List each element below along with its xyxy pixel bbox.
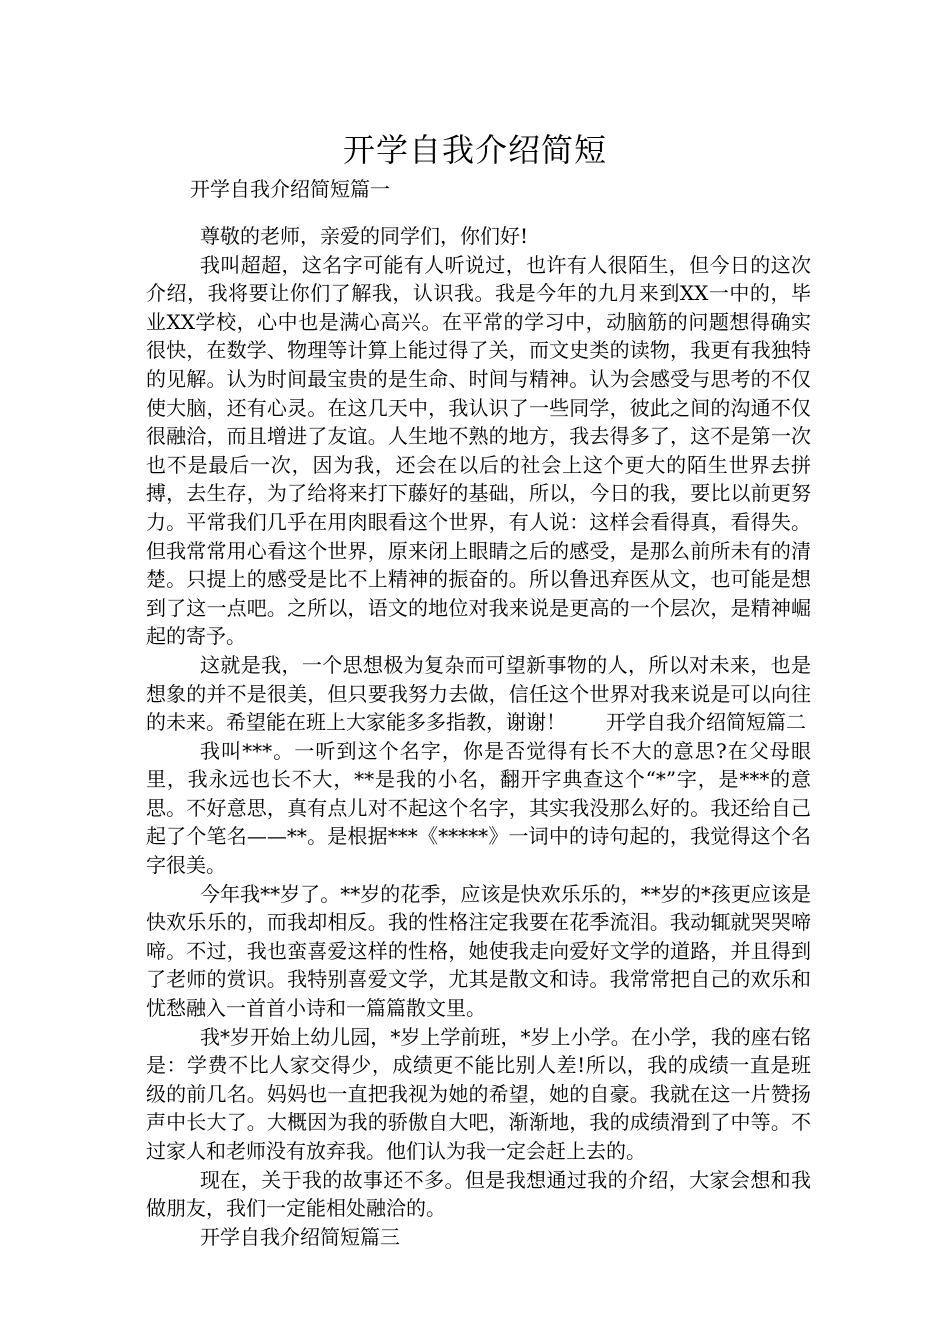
paragraph: 我叫***。一听到这个名字，你是否觉得有长不大的意思?在父母眼里，我永远也长不大，**是我的小名，翻开字典查这个“*”字，是***的意思。不好意思，真有点儿对不起这个名字，其实我没那么好的。我还给自己起了个笔名——**。是根据***《*****》一词中的诗句起的，我觉得这个名字很美。 bbox=[146, 738, 811, 878]
paragraph: 现在，关于我的故事还不多。但是我想通过我的介绍，大家会想和我做朋友，我们一定能相处融洽的。 bbox=[146, 1167, 811, 1221]
document-body bbox=[146, 222, 811, 1251]
paragraph: 这就是我，一个思想极为复杂而可望新事物的人，所以对未来，也是想象的并不是很美，但只要我努力去做，信任这个世界对我来说是可以向往的未来。希望能在班上大家能多多指教，谢谢！ 开学自我介绍简短篇二 bbox=[146, 652, 811, 735]
paragraph: 我*岁开始上幼儿园，*岁上学前班，*岁上小学。在小学，我的座右铭是：学费不比人家交得少，成绩更不能比别人差!所以，我的成绩一直是班级的前几名。妈妈也一直把我视为她的希望，她的自豪。我就在这一片赞扬声中长大了。大概因为我的骄傲自大吧，渐渐地，我的成绩滑到了中等。不过家人和老师没有放弃我。他们认为我一定会赶上去的。 bbox=[146, 1024, 811, 1163]
paragraph-greeting: 尊敬的老师，亲爱的同学们，你们好! bbox=[200, 224, 529, 248]
section-heading-3: 开学自我介绍简短篇三 bbox=[200, 1224, 400, 1249]
paragraph: 今年我**岁了。**岁的花季，应该是快欢乐乐的，**岁的*孩更应该是快欢乐乐的，而我却相反。我的性格注定我要在花季流泪。我动辄就哭哭啼啼。不过，我也蛮喜爱这样的性格，她使我走向爱好文学的道路，并且得到了老师的赏识。我特别喜爱文学，尤其是散文和诗。我常常把自己的欢乐和忧愁融入一首首小诗和一篇篇散文里。 bbox=[146, 881, 811, 1021]
section-heading-1: 开学自我介绍简短篇一 bbox=[190, 177, 390, 201]
paragraph: 我叫超超，这名字可能有人听说过，也许有人很陌生，但今日的这次介绍，我将要让你们了解我，认识我。我是今年的九月来到XX一中的，毕业XX学校，心中也是满心高兴。在平常的学习中，动脑筋的问题想得确实很快，在数学、物理等计算上能过得了关，而文史类的读物，我更有我独特的见解。认为时间最宝贵的是生命、时间与精神。认为会感受与思考的不仅使大脑，还有心灵。在这几天中，我认识了一些同学，彼此之间的沟通不仅很融洽，而且增进了友谊。人生地不熟的地方，我去得多了，这不是第一次也不是最后一次，因为我，还会在以后的社会上这个更大的陌生世界去拼搏，去生存，为了给将来打下藤好的基础，所以，今日的我，要比以前更努力。平常我们几乎在用肉眼看这个世界，有人说：这样会看得真，看得失。但我常常用心看这个世界，原来闭上眼睛之后的感受，是那么前所未有的清楚。只提上的感受是比不上精神的振奋的。所以鲁迅弃医从文，也可能是想到了这一点吧。之所以，语文的地位对我来说是更高的一个层次，是精神崛起的寄予。 bbox=[146, 252, 811, 649]
document-title: 开学自我介绍简短 bbox=[342, 131, 607, 169]
